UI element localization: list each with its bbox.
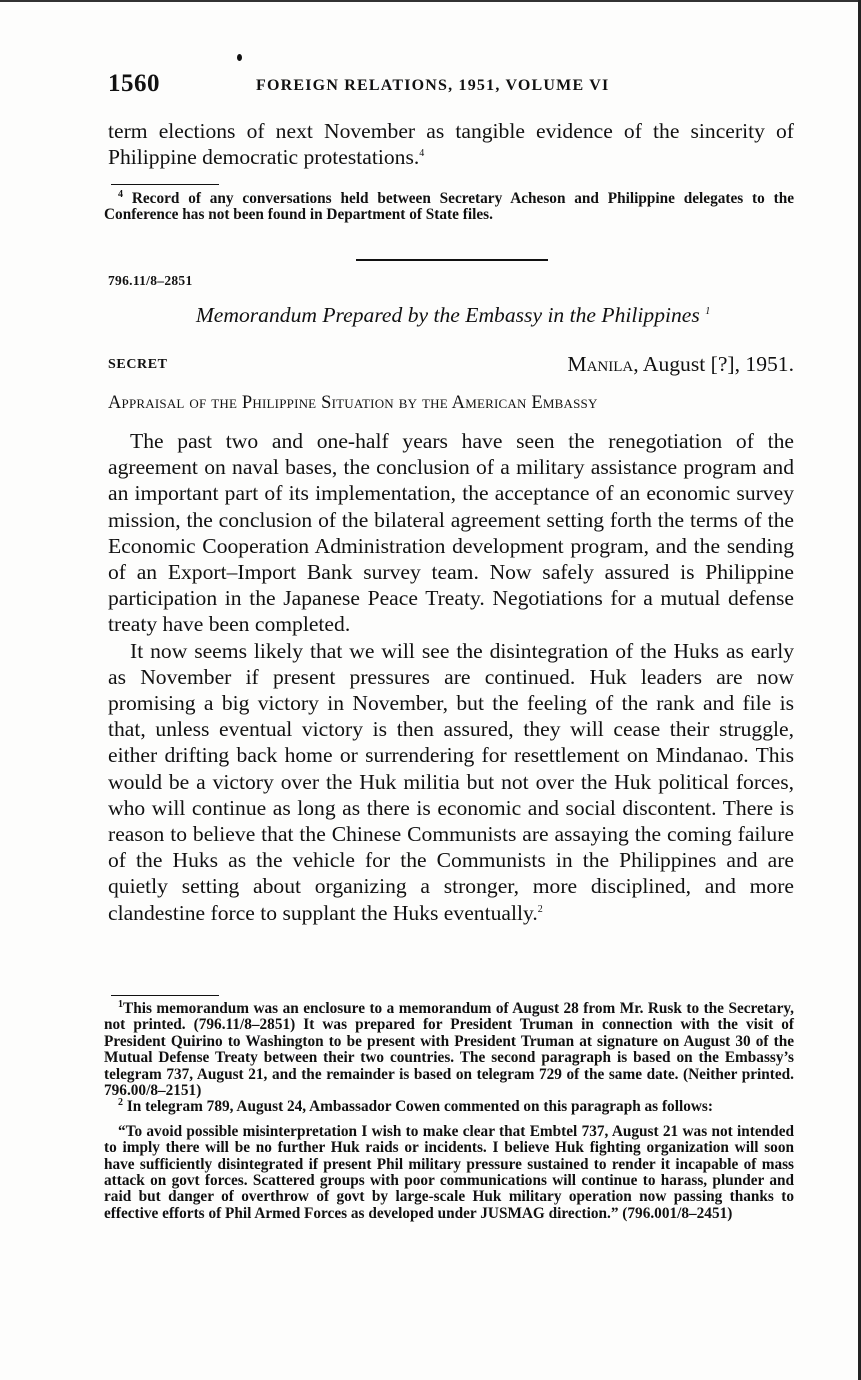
scan-speck: [237, 54, 242, 61]
scan-edge-top: [0, 0, 861, 2]
classification-label: SECRET: [108, 357, 168, 372]
footnote-rule-bottom: [111, 995, 219, 996]
paragraph-1-text: The past two and one-half years have seen the renegotiation of the agreement on naval bases, the conclusion of a military assistance program and an important part of its implementation, the acceptance of an economic survey mission, the conclusion of the bilateral agreement setting forth the terms of the Economic Cooperation Administration development program, and the sending of an Export–Import Bank survey team. Now safely assured is Philippine participation in the Japanese Peace Treaty. Negotiations for a mutual defense treaty have been completed.: [108, 429, 794, 637]
footnote-1-text: This memorandum was an enclosure to a memorandum of August 28 from Mr. Rusk to the Secretary, not printed. (796.11/8–2851) It was prepared for President Truman in connection with the visit of President Quirino to Washington to be present with President Truman at signature on August 30 of the Mutual Defense Treaty between their two countries. The second paragraph is based on the Embassy’s telegram 737, August 21, and the remainder is based on telegram 729 of the same date. (Neither printed. 796.00/8–2151): [104, 1000, 794, 1100]
subject-heading: Appraisal of the Philippine Situation by the American Embassy: [108, 393, 598, 413]
running-header: [108, 70, 798, 104]
footnote-2-text: In telegram 789, August 24, Ambassador Cowen commented on this paragraph as follows:: [123, 1098, 713, 1116]
footnotes-block: [104, 998, 794, 1222]
running-title: FOREIGN RELATIONS, 1951, VOLUME VI: [256, 77, 610, 94]
paragraph-2-text: It now seems likely that we will see the disintegration of the Huks as early as November if present pressures are continued. Huk leaders are now promising a big victory in November, but the feeling of the rank and file is that, unless eventual victory is then assured, they will cease their struggle, either drifting back home or surrendering for resettlement on Mindanao. This would be a victory over the Huk militia but not over the Huk political forces, who will continue as long as there is economic and social discontent. There is reason to believe that the Chinese Communists are assaying the coming failure of the Huks as the vehicle for the Communists in the Philippines and are quietly setting about organizing a stronger, more disciplined, and more clandestine force to supplant the Huks eventually.: [108, 638, 794, 925]
footnote-2: [104, 1099, 794, 1115]
footnote-2-marker: 2: [118, 1097, 123, 1109]
body-paragraph-2: [108, 638, 794, 926]
document-title: [108, 303, 798, 328]
footnote-rule-top: [111, 184, 219, 185]
footnote-1: [104, 998, 794, 1100]
dateline-place: Manila: [567, 352, 634, 376]
footnote-4-text: Record of any conversations held between Secretary Acheson and Philippine delegates to the Conference has not been found in Department of State files.: [104, 190, 794, 224]
memorandum-body: [108, 428, 794, 926]
body-paragraph-1: [108, 428, 794, 638]
dateline-date: , August [?], 1951.: [633, 352, 794, 376]
dateline: [567, 352, 794, 377]
footnote-4-marker: 4: [118, 188, 123, 200]
footnote-2-quote-text: “To avoid possible misinterpretation I wish to make clear that Embtel 737, August 21 was not intended to imply there will be no further Huk raids or incidents. I believe Huk fighting organization will soon have sufficiently disintegrated if present Phil military pressure sustained to render it incapable of mass attack on govt forces. Scattered groups with poor communications will continue to harass, plunder and raid but danger of overthrow of govt by large-scale Huk military operation now passing thanks to effective efforts of Phil Armed Forces as developed under JUSMAG direction.” (796.001/8–2451): [104, 1122, 794, 1222]
footnote-ref-1: 1: [705, 305, 711, 317]
footnote-1-marker: 1: [118, 998, 123, 1010]
footnote-ref-4: 4: [419, 148, 425, 160]
section-divider: [356, 259, 548, 261]
footnote-2-quote: [104, 1124, 794, 1222]
footnote-4: [104, 188, 794, 224]
document-title-text: Memorandum Prepared by the Embassy in the Philippines: [195, 303, 700, 327]
continuation-paragraph: [108, 118, 794, 170]
continuation-text: term elections of next November as tangible evidence of the sincerity of Philippine democratic protestations.: [108, 119, 794, 170]
page-number: 1560: [108, 70, 160, 97]
footnote-ref-2: 2: [537, 903, 543, 915]
file-number: 796.11/8–2851: [108, 273, 193, 288]
